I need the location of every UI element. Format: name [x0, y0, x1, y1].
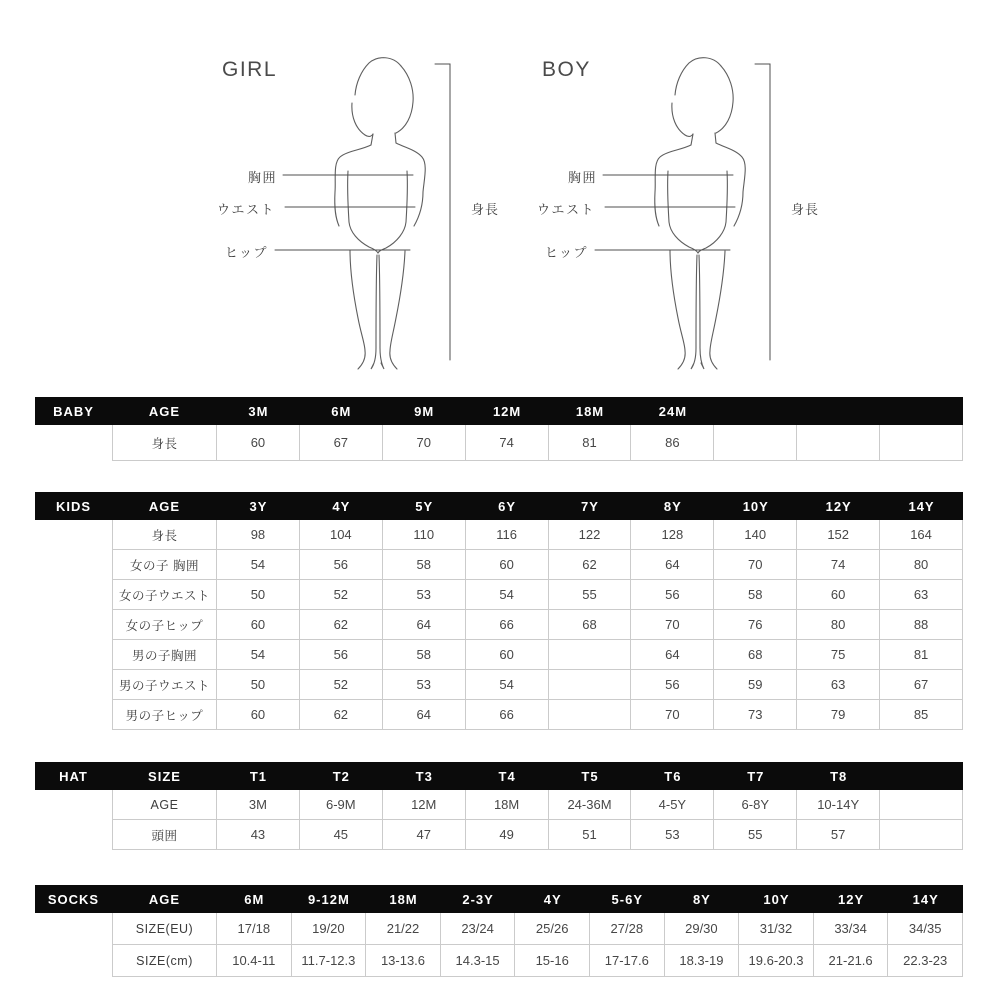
table-cell: 56	[631, 670, 714, 700]
girl-waist-label: ウエスト	[216, 202, 275, 217]
table-cell: 70	[714, 550, 797, 580]
table-cell: 122	[549, 520, 632, 550]
row-label: 身長	[112, 520, 217, 550]
boy-title: BOY	[542, 58, 591, 81]
table-cell: 4-5Y	[631, 790, 714, 820]
table-cell	[797, 425, 880, 461]
category-spacer	[35, 520, 112, 550]
row-label: 女の子 胸囲	[112, 550, 217, 580]
table-row	[35, 945, 963, 977]
table-cell: 56	[300, 550, 383, 580]
table-row	[35, 700, 963, 730]
table-row	[35, 520, 963, 550]
column-header: 6M	[331, 403, 352, 419]
column-header: T1	[249, 768, 268, 784]
table-cell: 18.3-19	[665, 945, 740, 977]
table-cell: 52	[300, 580, 383, 610]
column-header: T6	[664, 768, 682, 784]
table-cell: 68	[714, 640, 797, 670]
table-category-label: BABY	[53, 403, 94, 419]
boy-chest-label: 胸囲	[567, 170, 597, 185]
girl-height-label: 身長	[471, 202, 500, 217]
category-spacer	[35, 670, 112, 700]
table-cell: 23/24	[441, 913, 516, 945]
table-cell	[549, 670, 632, 700]
column-header: 5-6Y	[611, 891, 644, 907]
table-cell: 55	[549, 580, 632, 610]
table-cell: 6-8Y	[714, 790, 797, 820]
table-cell: 66	[466, 610, 549, 640]
column-header: 7Y	[581, 498, 599, 514]
table-cell: 18M	[466, 790, 549, 820]
table-cell: 50	[217, 580, 300, 610]
table-cell: 19/20	[292, 913, 367, 945]
table-cell: 22.3-23	[888, 945, 963, 977]
table-cell: 12M	[383, 790, 466, 820]
table-category-label: KIDS	[55, 498, 92, 514]
table-row	[35, 550, 963, 580]
column-header: 10Y	[763, 891, 790, 907]
table-cell: 128	[631, 520, 714, 550]
column-header: T7	[747, 768, 765, 784]
table-cell: 67	[300, 425, 383, 461]
boy-hip-label: ヒップ	[544, 245, 588, 260]
column-header: 8Y	[692, 891, 711, 907]
table-cell: 62	[300, 700, 383, 730]
column-header: 6Y	[498, 498, 517, 514]
table-cell: 54	[217, 640, 300, 670]
table-cell: 68	[549, 610, 632, 640]
table-cell: 10.4-11	[217, 945, 292, 977]
table-cell: 54	[466, 580, 549, 610]
table-row	[35, 610, 963, 640]
table-cell: 60	[217, 700, 300, 730]
table-cell: 60	[797, 580, 880, 610]
table-cell: 86	[631, 425, 714, 461]
table-cell: 47	[383, 820, 466, 850]
column-header: 4Y	[543, 891, 562, 907]
table-cell: 45	[300, 820, 383, 850]
table-header	[35, 492, 963, 520]
header-row-label: SIZE	[148, 768, 181, 784]
table-cell: 31/32	[739, 913, 814, 945]
table-cell: 54	[466, 670, 549, 700]
column-header: T3	[415, 768, 433, 784]
table-row	[35, 640, 963, 670]
girl-measurement-diagram	[180, 38, 510, 383]
table-cell: 70	[631, 610, 714, 640]
table-cell: 11.7-12.3	[292, 945, 367, 977]
table-category-label: SOCKS	[47, 891, 100, 907]
column-header: 10Y	[742, 498, 769, 514]
table-cell: 64	[383, 610, 466, 640]
table-cell: 88	[880, 610, 963, 640]
table-cell: 53	[383, 670, 466, 700]
row-label: SIZE(cm)	[112, 945, 217, 977]
table-cell: 15-16	[515, 945, 590, 977]
boy-waist-label: ウエスト	[536, 202, 595, 217]
boy-measurement-diagram	[500, 38, 830, 383]
table-cell: 64	[383, 700, 466, 730]
table-cell: 116	[466, 520, 549, 550]
table-cell	[549, 700, 632, 730]
table-cell: 60	[217, 425, 300, 461]
table-cell: 66	[466, 700, 549, 730]
category-spacer	[35, 945, 112, 977]
column-header: T5	[581, 768, 599, 784]
table-cell: 54	[217, 550, 300, 580]
column-header: 18M	[575, 403, 605, 419]
row-label: 男の子胸囲	[112, 640, 217, 670]
table-cell: 79	[797, 700, 880, 730]
table-cell: 13-13.6	[366, 945, 441, 977]
table-cell: 34/35	[888, 913, 963, 945]
column-header: 12M	[492, 403, 522, 419]
column-header: 6M	[244, 891, 265, 907]
table-cell	[880, 790, 963, 820]
table-cell: 60	[217, 610, 300, 640]
table-cell: 6-9M	[300, 790, 383, 820]
row-label: 男の子ヒップ	[112, 700, 217, 730]
table-cell	[880, 425, 963, 461]
header-row-label: AGE	[148, 498, 181, 514]
table-cell: 58	[383, 550, 466, 580]
table-cell: 52	[300, 670, 383, 700]
baby-size-table	[35, 397, 963, 461]
table-cell: 55	[714, 820, 797, 850]
table-cell: 98	[217, 520, 300, 550]
table-cell: 62	[549, 550, 632, 580]
table-cell: 60	[466, 640, 549, 670]
table-cell: 62	[300, 610, 383, 640]
row-label: SIZE(EU)	[112, 913, 217, 945]
column-header: 2-3Y	[462, 891, 494, 907]
column-header: 3M	[248, 403, 269, 419]
table-cell	[880, 820, 963, 850]
hat-size-table	[35, 762, 963, 850]
table-cell: 33/34	[814, 913, 889, 945]
table-cell: 10-14Y	[797, 790, 880, 820]
row-label: 身長	[112, 425, 217, 461]
table-cell: 67	[880, 670, 963, 700]
table-cell: 81	[549, 425, 632, 461]
girl-hip-label: ヒップ	[224, 245, 268, 260]
socks-size-table	[35, 885, 963, 977]
row-label: 女の子ヒップ	[112, 610, 217, 640]
table-row	[35, 670, 963, 700]
table-cell: 58	[383, 640, 466, 670]
table-cell: 14.3-15	[441, 945, 516, 977]
column-header: 9M	[414, 403, 435, 419]
table-cell: 63	[880, 580, 963, 610]
table-row	[35, 790, 963, 820]
table-cell: 50	[217, 670, 300, 700]
table-cell: 140	[714, 520, 797, 550]
column-header: T8	[830, 768, 848, 784]
table-header	[35, 762, 963, 790]
column-header: 8Y	[663, 498, 682, 514]
kids-size-table	[35, 492, 963, 730]
table-cell: 59	[714, 670, 797, 700]
table-cell: 73	[714, 700, 797, 730]
column-header: 24M	[658, 403, 688, 419]
row-label: 頭囲	[112, 820, 217, 850]
table-cell: 70	[631, 700, 714, 730]
table-cell: 19.6-20.3	[739, 945, 814, 977]
table-cell: 74	[466, 425, 549, 461]
column-header: 5Y	[415, 498, 434, 514]
column-header: 14Y	[908, 498, 935, 514]
table-cell: 17/18	[217, 913, 292, 945]
table-cell: 56	[300, 640, 383, 670]
table-cell: 70	[383, 425, 466, 461]
column-header: 4Y	[332, 498, 351, 514]
table-cell: 3M	[217, 790, 300, 820]
table-cell: 53	[383, 580, 466, 610]
column-header: 18M	[389, 891, 418, 907]
boy-height-label: 身長	[791, 202, 820, 217]
column-header: 12Y	[825, 498, 852, 514]
table-row	[35, 580, 963, 610]
table-cell: 85	[880, 700, 963, 730]
column-header: T2	[332, 768, 350, 784]
table-cell: 64	[631, 550, 714, 580]
table-cell: 63	[797, 670, 880, 700]
table-header	[35, 397, 963, 425]
column-header: 12Y	[838, 891, 865, 907]
table-cell	[549, 640, 632, 670]
row-label: AGE	[112, 790, 217, 820]
table-cell: 43	[217, 820, 300, 850]
table-cell: 29/30	[665, 913, 740, 945]
girl-title: GIRL	[222, 58, 278, 81]
table-cell: 81	[880, 640, 963, 670]
table-cell: 64	[631, 640, 714, 670]
column-header: 9-12M	[307, 891, 350, 907]
table-cell: 164	[880, 520, 963, 550]
column-header: 3Y	[249, 498, 268, 514]
girl-chest-label: 胸囲	[247, 170, 277, 185]
table-cell: 104	[300, 520, 383, 550]
table-cell: 80	[880, 550, 963, 580]
table-cell: 75	[797, 640, 880, 670]
category-spacer	[35, 820, 112, 850]
table-cell: 21-21.6	[814, 945, 889, 977]
table-cell: 56	[631, 580, 714, 610]
category-spacer	[35, 700, 112, 730]
category-spacer	[35, 913, 112, 945]
table-cell: 152	[797, 520, 880, 550]
category-spacer	[35, 425, 112, 461]
table-cell: 53	[631, 820, 714, 850]
table-category-label: HAT	[59, 768, 88, 784]
header-row-label: AGE	[148, 891, 181, 907]
row-label: 女の子ウエスト	[112, 580, 217, 610]
table-cell: 74	[797, 550, 880, 580]
table-row	[35, 913, 963, 945]
table-cell: 60	[466, 550, 549, 580]
table-cell: 24-36M	[549, 790, 632, 820]
table-cell: 17-17.6	[590, 945, 665, 977]
table-cell: 27/28	[590, 913, 665, 945]
column-header: 14Y	[912, 891, 939, 907]
category-spacer	[35, 790, 112, 820]
table-header	[35, 885, 963, 913]
table-cell: 51	[549, 820, 632, 850]
table-row	[35, 425, 963, 461]
table-cell: 80	[797, 610, 880, 640]
table-cell: 21/22	[366, 913, 441, 945]
column-header: T4	[498, 768, 516, 784]
table-cell: 76	[714, 610, 797, 640]
table-cell: 57	[797, 820, 880, 850]
table-cell: 58	[714, 580, 797, 610]
header-row-label: AGE	[148, 403, 181, 419]
table-cell	[714, 425, 797, 461]
row-label: 男の子ウエスト	[112, 670, 217, 700]
table-cell: 49	[466, 820, 549, 850]
table-cell: 25/26	[515, 913, 590, 945]
category-spacer	[35, 580, 112, 610]
table-cell: 110	[383, 520, 466, 550]
category-spacer	[35, 550, 112, 580]
category-spacer	[35, 640, 112, 670]
table-row	[35, 820, 963, 850]
category-spacer	[35, 610, 112, 640]
